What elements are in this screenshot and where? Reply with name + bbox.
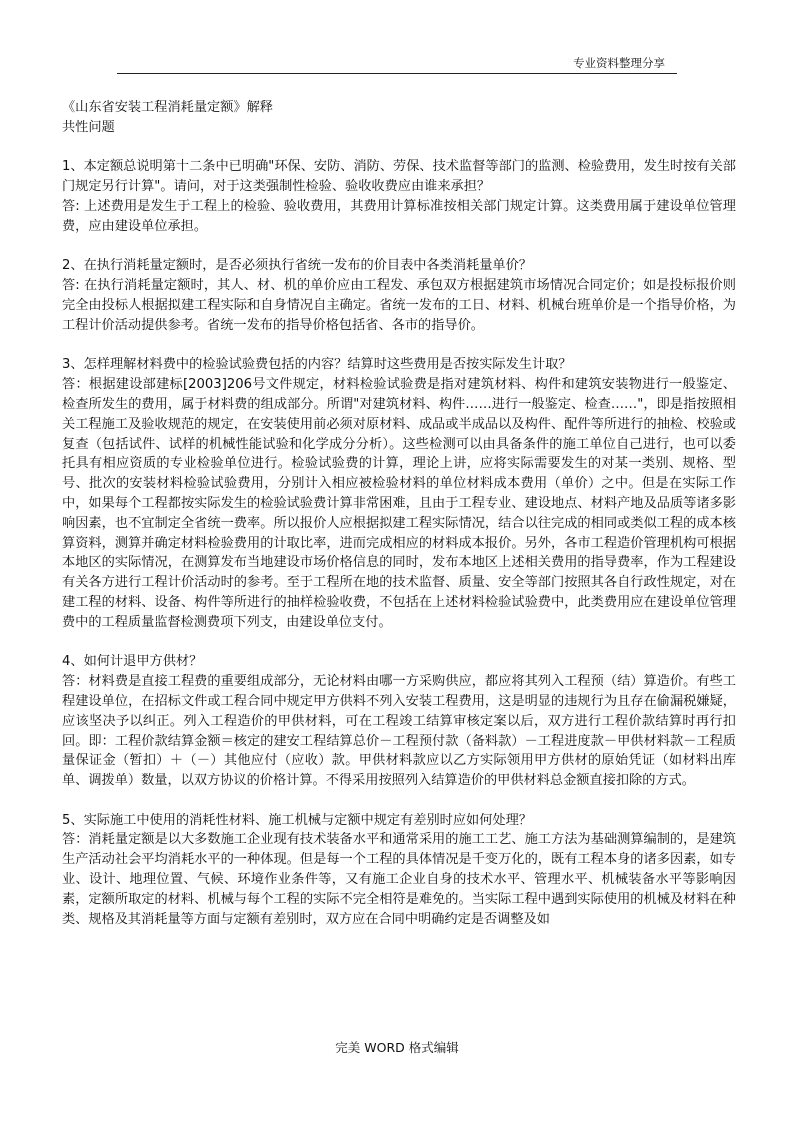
answer-5: 答：消耗量定额是以大多数施工企业现有技术装备水平和通常采用的施工工艺、施工方法为基础测算编制的，是建筑生产活动社会平均消耗水平的一种体现。但是每一个工程的具体情况是千变万化的，既有工程本身的诸多因素，如专业、设计、地理位置、气候、环境作业条件等，又有施工企业自身的技术水平、管理水平、机械装备水平等影响因素，定额所取定的材料、机械与每个工程的实际不完全相符是难免的。当实际工程中遇到实际使用的机械及材料在种类、规格及其消耗量等方面与定额有差别时，双方应在合同中明确约定是否调整及如 [62,832,736,927]
page-header [117,56,677,74]
answer-4: 答：材料费是直接工程费的重要组成部分，无论材料由哪一方采购供应，都应将其列入工程预（结）算造价。有些工程建设单位，在招标文件或工程合同中规定甲方供料不列入安装工程费用，这是明显的违规行为且存在偷漏税嫌疑，应该坚决予以纠正。列入工程造价的甲供材料，可在工程竣工结算审核定案以后，双方进行工程价款结算时再行扣回。即：工程价款结算金额＝核定的建安工程结算总价－工程预付款（备料款）－工程进度款－甲供材料款－工程质量保证金（暂扣）＋（－）其他应付（应收）款。甲供材料款应以乙方实际领用甲方供材的原始凭证（如材料出库单、调拨单）数量，以双方协议的价格计算。不得采用按照列入结算造价的甲供材料总金额直接扣除的方式。 [62,674,736,789]
document-subtitle: 共性问题 [62,119,115,135]
answer-2: 答: 在执行消耗量定额时，其人、材、机的单价应由工程发、承包双方根据建筑市场情况合同定价；如是投标报价则完全由投标人根据拟建工程实际和自身情况自主确定。省统一发布的工日、材料、机械台班单价是一个指导价格，为工程计价活动提供参考。省统一发布的指导价格包括省、各市的指导价。 [62,278,736,333]
question-1: 1、本定额总说明第十二条中已明确"环保、安防、消防、劳保、技术监督等部门的监测、检验费用，发生时按有关部门规定另行计算"。请问，对于这类强制性检验、验收收费应由谁来承担？ [62,159,736,195]
document-body [62,98,736,929]
header-text: 专业资料整理分享 [573,56,665,70]
page-footer [0,1040,794,1056]
question-4: 4、如何计退甲方供材？ [62,654,203,670]
question-2: 2、在执行消耗量定额时，是否必须执行省统一发布的价目表中各类消耗量单价？ [62,258,532,274]
document-title: 《山东省安装工程消耗量定额》解释 [62,100,273,115]
footer-text: 完美 WORD 格式编辑 [335,1040,459,1055]
answer-1: 答: 上述费用是发生于工程上的检验、验收费用，其费用计算标准按相关部门规定计算。这类费用属于建设单位管理费，应由建设单位承担。 [62,198,736,234]
question-3: 3、怎样理解材料费中的检验试验费包括的内容？结算时这些费用是否按实际发生计取？ [62,357,572,373]
answer-3: 答：根据建设部建标[2003]206号文件规定，材料检验试验费是指对建筑材料、构件和建筑安装物进行一般鉴定、检查所发生的费用，属于材料费的组成部分。所谓"对建筑材料、构件……进行一般鉴定、检查……"，即是指按照相关工程施工及验收规范的规定，在安装使用前必须对原材料、成品或半成品以及构件、配件等所进行的抽检、校验或复查（包括试件、试样的机械性能试验和化学成分分析）。这些检测可以由具备条件的施工单位自己进行，也可以委托具有相应资质的专业检验单位进行。检验试验费的计算，理论上讲，应将实际需要发生的对某一类别、规格、型号、批次的安装材料检验试验费用，分别计入相应被检验材料的单位材料成本费用（单价）之中。但是在实际工作中，如果每个工程都按实际发生的检验试验费计算非常困难，且由于工程专业、建设地点、材料产地及品质等诸多影响因素，也不宜制定全省统一费率。所以报价人应根据拟建工程实际情况，结合以往完成的相同或类似工程的成本核算资料，测算并确定材料检验费用的计取比率，进而完成相应的材料成本报价。另外，各市工程造价管理机构可根据本地区的实际情况，在测算发布当地建设市场价格信息的同时，发布本地区上述相关费用的指导费率，作为工程建设有关各方进行工程计价活动时的参考。至于工程所在地的技术监督、质量、安全等部门按照其各自行政性规定，对在建工程的材料、设备、构件等所进行的抽样检验收费，不包括在上述材料检验试验费中，此类费用应在建设单位管理费中的工程质量监督检测费项下列支，由建设单位支付。 [62,377,736,630]
question-5: 5、实际施工中使用的消耗性材料、施工机械与定额中规定有差别时应如何处理？ [62,812,532,828]
